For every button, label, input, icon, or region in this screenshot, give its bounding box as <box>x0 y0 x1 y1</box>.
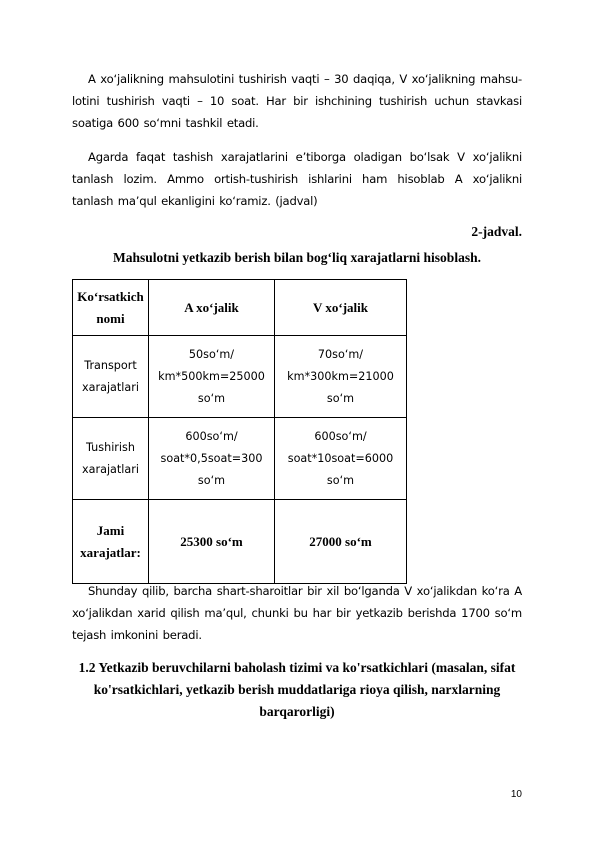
table-cell-total-v: 27000 so‘m <box>275 500 407 584</box>
cost-table <box>72 279 407 584</box>
paragraph-choice-reasoning: Agarda faqat tashish xarajatlarini e’tiborga oladigan bo‘lsak V xo‘jalikni tanlash lozim. Ammo ortish-tushirish ishlarini ham hisoblab A xo‘jalikni tanlash ma’qul ekanligini ko‘ramiz. (jadval) <box>72 150 522 208</box>
table-number: 2-jadval. <box>471 224 522 239</box>
table-cell: 70so‘m/ km*300km=21000 so‘m <box>275 336 407 418</box>
table-cell: 600so‘m/ soat*0,5soat=300 so‘m <box>149 418 275 500</box>
table-cell-total-label: Jami xarajatlar: <box>73 500 149 584</box>
table-header-farm-v: V xo‘jalik <box>275 280 407 336</box>
table-cell-label: Transport xarajatlari <box>73 336 149 418</box>
table-cell: 50so‘m/ km*500km=25000 so‘m <box>149 336 275 418</box>
table-cell-total-a: 25300 so‘m <box>149 500 275 584</box>
table-title: Mahsulotni yetkazib berish bilan bog‘liq xarajatlarni hisoblash. <box>113 250 481 265</box>
table-total-row <box>73 500 407 584</box>
table-header-row <box>73 280 407 336</box>
table-cell: 600so‘m/ soat*10soat=6000 so‘m <box>275 418 407 500</box>
paragraph-delivery-times: A xo‘jalikning mahsulotini tushirish vaqti – 30 daqiqa, V xo‘jalikning mahsu-lotini tushirish vaqti – 10 soat. Har bir ishchining tushirish uchun stavkasi soatiga 600 so‘mni tashkil etadi. <box>72 72 522 130</box>
table-cell-label: Tushirish xarajatlari <box>73 418 149 500</box>
table-row <box>73 336 407 418</box>
paragraph-conclusion: Shunday qilib, barcha shart-sharoitlar bir xil bo‘lganda V xo‘jalikdan ko‘ra A xo‘jalikdan xarid qilish ma’qul, chunki bu har bir yetkazib berishda 1700 so‘m tejash imkonini beradi. <box>72 584 522 642</box>
table-header-indicator: Ko‘rsatkich nomi <box>73 280 149 336</box>
section-heading: 1.2 Yetkazib beruvchilarni baholash tizimi va ko'rsatkichlari (masalan, sifat ko'rsatkichlari, yetkazib berish muddatlariga rioya qilish, narxlarning barqarorligi) <box>78 660 516 719</box>
table-row <box>73 418 407 500</box>
page-number: 10 <box>510 789 522 800</box>
table-header-farm-a: A xo‘jalik <box>149 280 275 336</box>
